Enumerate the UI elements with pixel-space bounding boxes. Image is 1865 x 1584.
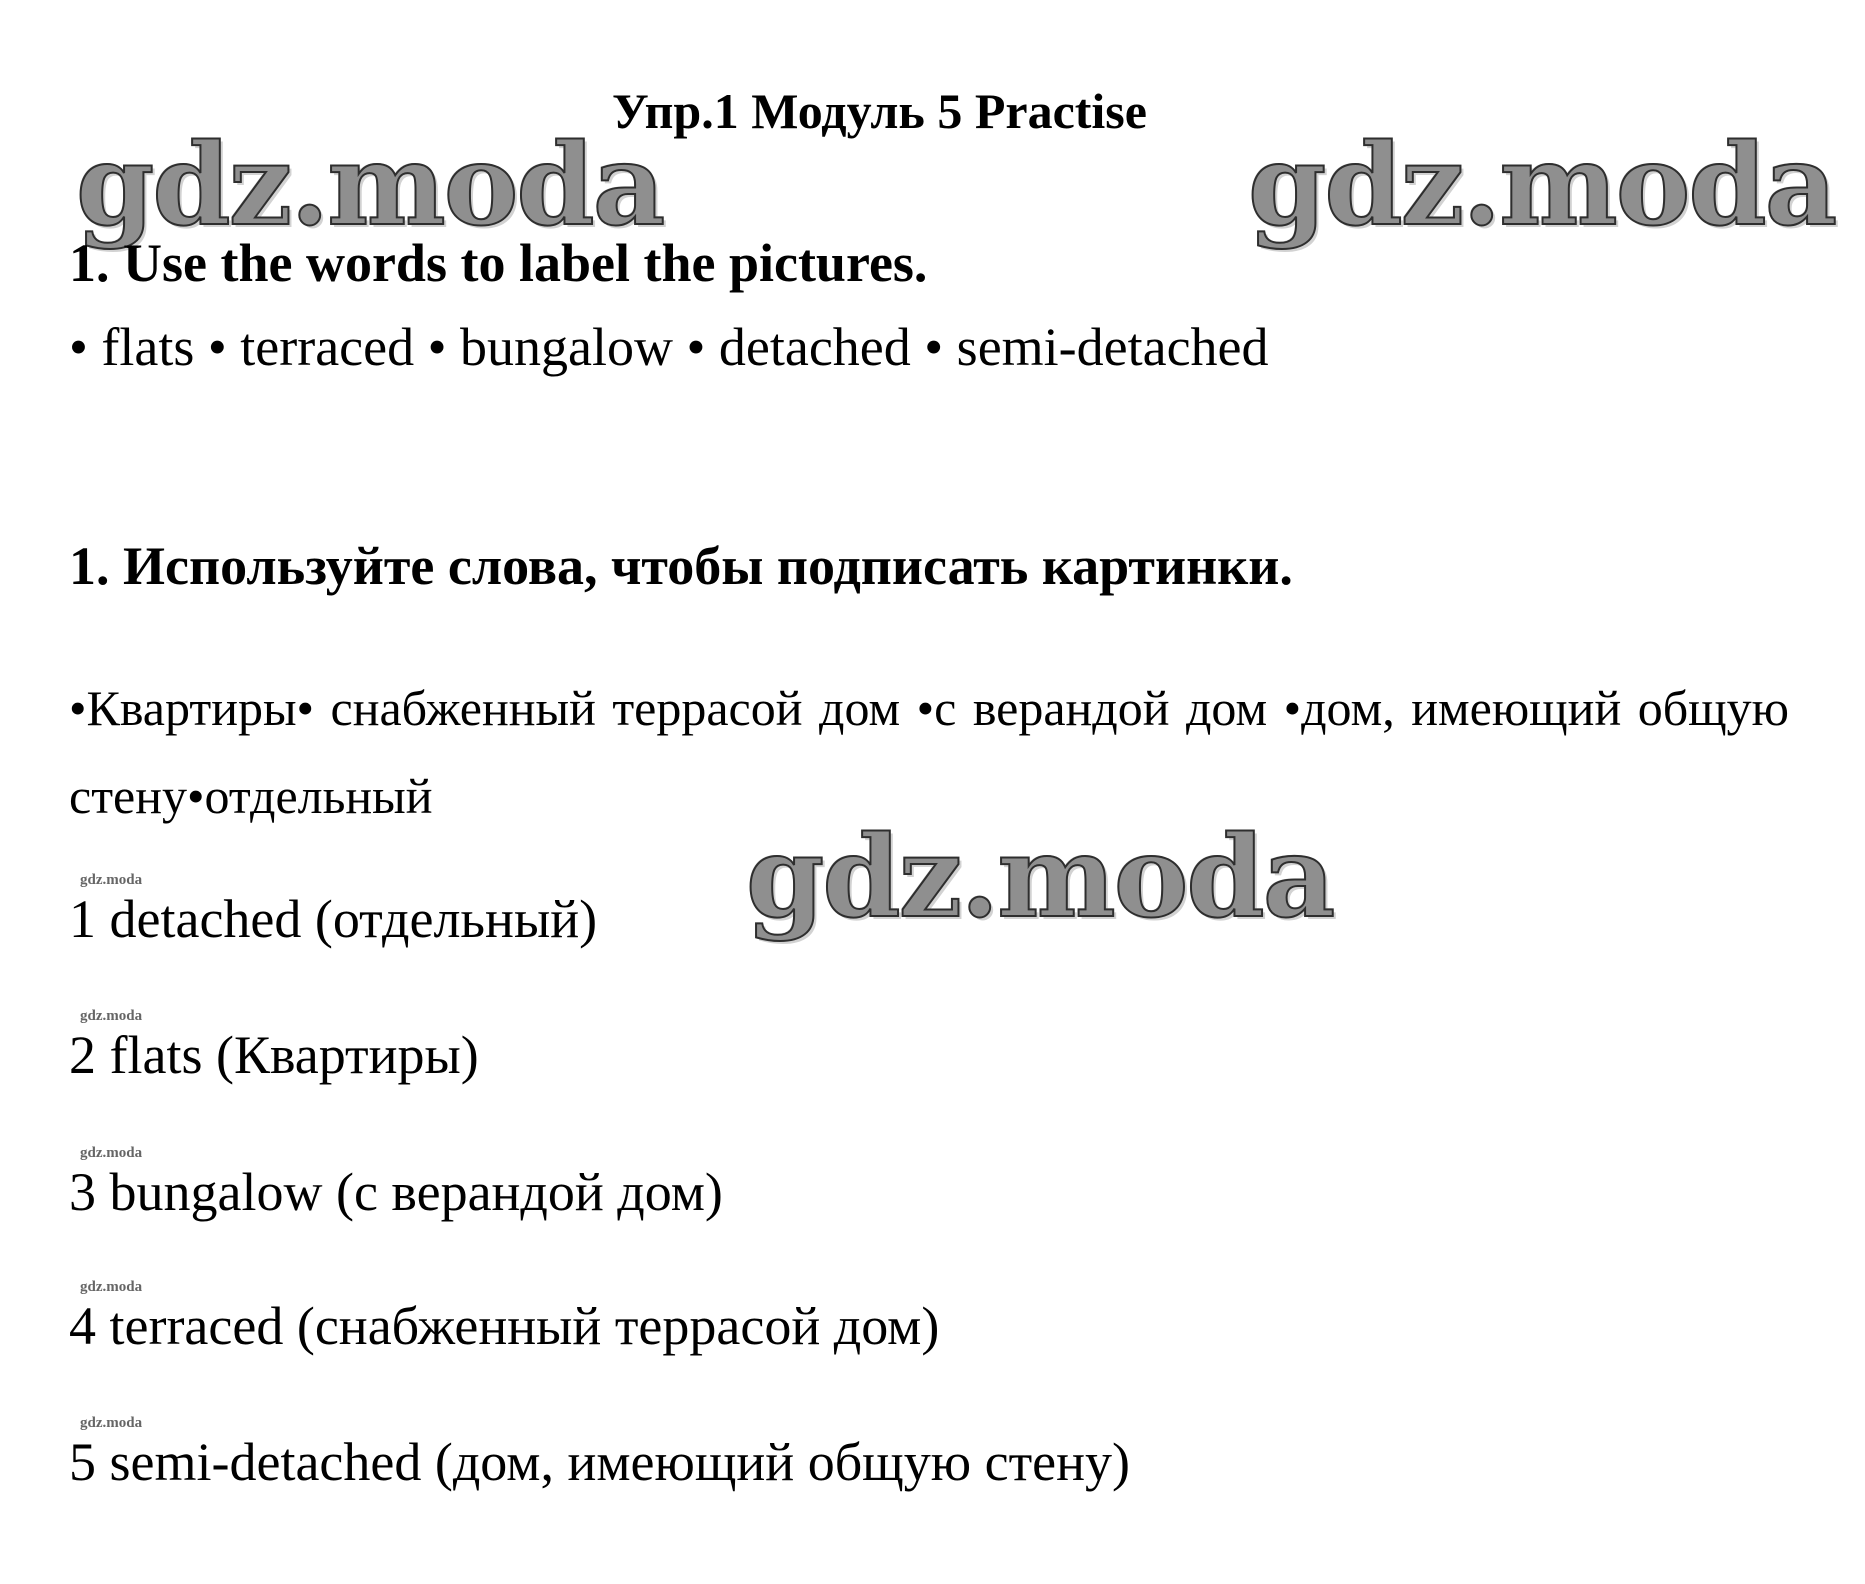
watermark-logo: gdz.moda <box>1248 120 1836 251</box>
watermark-small: gdz.moda <box>80 1145 143 1161</box>
task-heading-en: 1. Use the words to label the pictures. <box>69 233 928 293</box>
watermark-logo: gdz.moda <box>76 120 664 251</box>
watermark-small: gdz.moda <box>80 1415 143 1431</box>
watermark-small: gdz.moda <box>80 872 143 888</box>
answer-item: 2 flats (Квартиры) <box>69 1025 479 1085</box>
watermark-small: gdz.moda <box>80 1279 143 1295</box>
task-heading-ru: 1. Используйте слова, чтобы подписать картинки. <box>69 536 1293 596</box>
page-title: Упр.1 Модуль 5 Practise <box>612 83 1147 139</box>
answer-item: 4 terraced (снабженный террасой дом) <box>69 1296 940 1356</box>
answer-item: 3 bungalow (с верандой дом) <box>69 1162 723 1222</box>
watermark-logo: gdz.moda <box>746 812 1334 943</box>
answer-item: 5 semi-detached (дом, имеющий общую стену) <box>69 1432 1131 1492</box>
answer-item: 1 detached (отдельный) <box>69 889 598 949</box>
word-list-ru: •Квартиры• снабженный террасой дом •с верандой дом •дом, имеющий общую стену•отдельный <box>69 680 1789 824</box>
word-list-en: • flats • terraced • bungalow • detached • semi-detached <box>69 317 1269 377</box>
watermark-small: gdz.moda <box>80 1008 143 1024</box>
